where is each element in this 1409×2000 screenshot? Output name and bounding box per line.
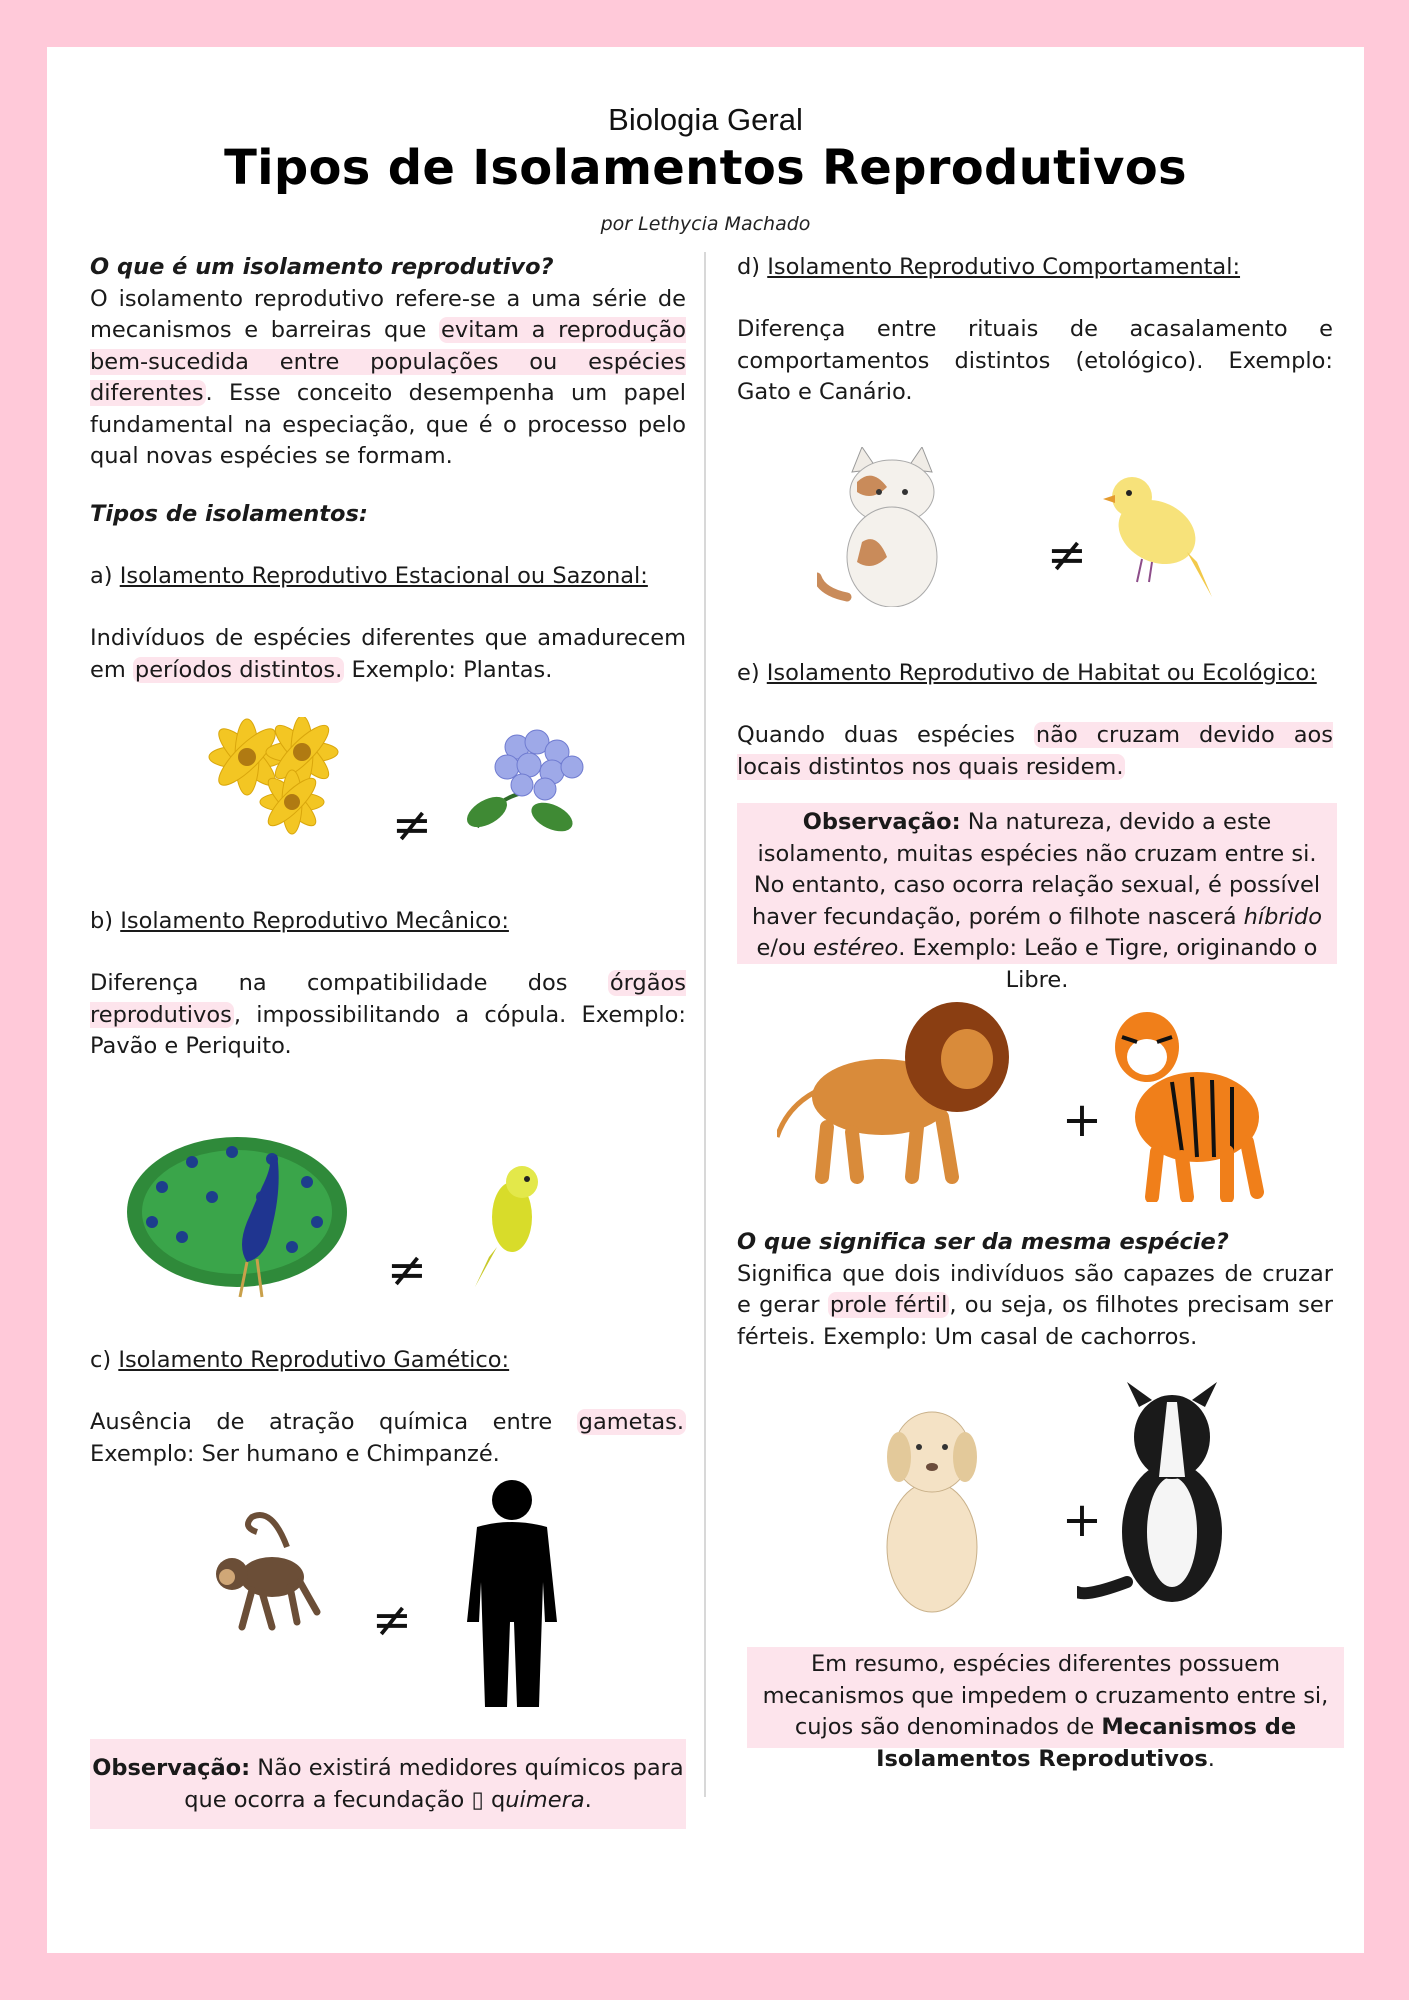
intro-text-1: O isolamento reprodutivo refere-se a uma série de mecanismos e barreiras que [90,285,686,343]
section-d-text: Diferença entre rituais de acasalamento e comportamentos distintos (etológico). Exemplo: Gato e Canário. [737,316,1333,405]
parakeet-illustration [467,1157,552,1292]
same-species-block [737,1227,1333,1353]
page-title: Tipos de Isolamentos Reprodutivos [224,140,1187,196]
border-collie-illustration [1077,1382,1237,1612]
section-c-text-1: Ausência de atração química entre [90,1409,577,1435]
section-e-note [737,803,1337,993]
subtitle: Biologia Geral [608,102,803,137]
tiger-illustration [1102,1002,1282,1202]
section-d-title: Isolamento Reprodutivo Comportamental: [767,254,1241,280]
same-species-text [737,1259,1333,1354]
peacock-illustration [122,1127,362,1307]
canary-illustration [1097,467,1227,602]
same-species-highlight: prole fértil [829,1292,948,1318]
same-species-text-1: Significa que dois indivíduos são capazes de cruzar e gerar [737,1260,1333,1318]
section-e-text-1: Quando duas espécies [737,722,1034,748]
page [47,47,1364,1953]
summary-text-2: . [1207,1745,1215,1772]
section-c-note-italic: uimera [505,1786,585,1813]
same-species-question: O que significa ser da mesma espécie? [737,1229,1229,1255]
neq-symbol-c: ≠ [371,1592,413,1648]
plus-symbol-lion-tiger: + [1061,1092,1103,1148]
plus-symbol-dogs: + [1061,1492,1103,1548]
section-b-text-1: Diferença na compatibilidade dos [90,970,608,996]
section-e-highlight: não cruzam devido aos locais distintos nos quais residem. [737,722,1334,780]
section-c-note-end: . [584,1786,592,1813]
summary-text-1: Em resumo, espécies diferentes possuem mecanismos que impedem o cruzamento entre si, cujos são denominados de [762,1651,1329,1740]
author: por Lethycia Machado [600,213,811,235]
summary-box [747,1647,1344,1772]
section-d-prefix: d) [737,254,768,280]
section-a-prefix: a) [90,563,120,589]
types-heading: Tipos de isolamentos: [90,501,368,527]
monkey-illustration [202,1502,332,1637]
section-c-heading [90,1345,686,1377]
same-species-text-2: , ou seja, os filhotes precisam ser férteis. Exemplo: Um casal de cachorros. [737,1292,1333,1350]
section-e-note-label: Observação: [802,809,961,835]
section-b-text-2: , impossibilitando a cópula. Exemplo: Pavão e Periquito. [90,1001,686,1059]
lion-illustration [777,997,1022,1187]
neq-symbol-a: ≠ [391,797,433,853]
section-e-note-1: Na natureza, devido a este isolamento, muitas espécies não cruzam entre si. No entanto, caso ocorra relação sexual, é possível haver fecundação, porém o filhote nascerá [752,809,1321,930]
section-c-note-text-2: q [483,1786,506,1813]
intro-highlight: evitam a reprodução bem-sucedida entre populações ou espécies diferentes [90,317,686,406]
section-c-note [90,1739,686,1829]
section-c-note-label: Observação: [92,1755,251,1781]
section-e-note-3: . Exemplo: Leão e Tigre, originando o Libre. [898,935,1318,993]
intro-block [90,252,686,473]
yellow-flowers-illustration [202,717,352,837]
section-a-heading [90,561,686,593]
section-a-text-1: Indivíduos de espécies diferentes que amadurecem em [90,625,686,683]
section-e-note-italic-2: estéreo [813,935,899,961]
section-b-title: Isolamento Reprodutivo Mecânico: [120,908,509,934]
labrador-illustration [877,1397,987,1617]
section-e-title: Isolamento Reprodutivo de Habitat ou Ecológico: [766,660,1317,686]
section-b-text [90,968,686,1063]
section-c-text [90,1407,686,1470]
neq-symbol-d: ≠ [1046,527,1088,583]
section-c-text-2: Exemplo: Ser humano e Chimpanzé. [90,1440,500,1467]
section-e-prefix: e) [737,660,767,686]
intro-question: O que é um isolamento reprodutivo? [90,254,554,280]
neq-symbol-b: ≠ [386,1242,428,1298]
section-c-highlight: gametas. [578,1409,684,1435]
cat-illustration [817,447,957,607]
intro-text [90,284,686,473]
section-b-prefix: b) [90,908,121,934]
section-e-note-2: e/ou [756,935,814,961]
section-c-prefix: c) [90,1347,119,1373]
section-c-note-text: Não existirá medidores químicos para que ocorra a fecundação [184,1755,684,1813]
section-a-text-2: Exemplo: Plantas. [344,656,553,683]
section-a-text [90,623,686,686]
section-e-text [737,720,1333,783]
section-e-heading [737,658,1333,690]
summary-bold: Mecanismos de Isolamentos Reprodutivos [876,1714,1297,1772]
section-b-highlight: órgãos reprodutivos [90,970,686,1028]
section-e-note-italic-1: híbrido [1243,903,1322,930]
section-c-title: Isolamento Reprodutivo Gamético: [118,1347,510,1373]
section-a-highlight: períodos distintos. [134,656,343,683]
column-divider [704,252,706,1797]
section-d-heading [737,252,1333,284]
intro-text-2: . Esse conceito desempenha um papel fundamental na especiação, que é o processo pelo qual novas espécies se formam. [90,380,686,469]
section-a-title: Isolamento Reprodutivo Estacional ou Sazonal: [119,563,648,589]
arrow-icon: ▯ [471,1786,484,1813]
human-silhouette-illustration [457,1472,567,1712]
section-b-heading [90,906,686,938]
hydrangea-illustration [457,717,597,842]
